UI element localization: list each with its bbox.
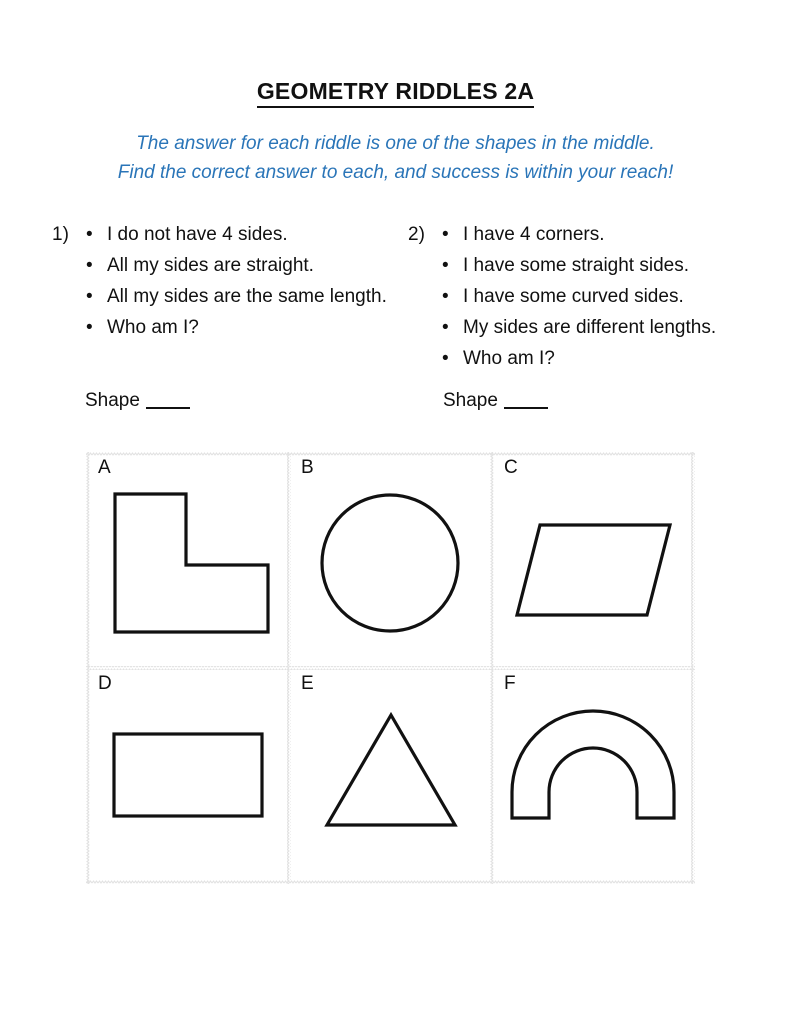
riddle-1-clue-text: All my sides are straight. [107, 255, 314, 276]
riddle-1-clue-text: I do not have 4 sides. [107, 224, 288, 245]
bullet-icon: • [442, 255, 449, 276]
page-title-container [0, 78, 791, 108]
bullet-icon: • [442, 348, 449, 369]
bullet-icon: • [442, 224, 449, 245]
riddle-2-answer-input[interactable] [504, 407, 548, 409]
riddle-1-clue-text: All my sides are the same length. [107, 286, 387, 307]
riddle-1-clue-text: Who am I? [107, 317, 199, 338]
shape-grid [86, 452, 695, 884]
riddle-1-clue [82, 219, 402, 250]
bullet-icon: • [86, 255, 93, 276]
riddle-2-clue-text: My sides are different lengths. [463, 317, 717, 338]
riddle-2-clue [438, 281, 768, 312]
riddle-2-clue [438, 219, 768, 250]
riddle-2-clue-text: I have some curved sides. [463, 286, 684, 307]
riddle-1-number: 1) [52, 224, 69, 245]
riddle-1-answer-label: Shape [85, 390, 140, 411]
riddle-2-answer-label: Shape [443, 390, 498, 411]
riddle-1-answer-input[interactable] [146, 407, 190, 409]
riddle-1-clue [82, 281, 402, 312]
riddle-2-answer-row [443, 390, 548, 412]
bullet-icon: • [86, 286, 93, 307]
rectangle-icon [86, 668, 289, 884]
bullet-icon: • [86, 317, 93, 338]
shape-cell-e[interactable] [289, 668, 492, 884]
shape-cell-a[interactable] [86, 452, 289, 668]
riddle-2 [408, 219, 768, 374]
shape-cell-b[interactable] [289, 452, 492, 668]
riddle-2-clue-text: Who am I? [463, 348, 555, 369]
riddle-1-clue-list [82, 219, 402, 343]
riddle-2-clue-text: I have 4 corners. [463, 224, 605, 245]
equilateral-triangle-icon [289, 668, 492, 884]
shape-cell-c[interactable] [492, 452, 695, 668]
bullet-icon: • [86, 224, 93, 245]
riddle-2-clue-text: I have some straight sides. [463, 255, 689, 276]
riddle-1-clue [82, 312, 402, 343]
shape-label-a: A [98, 457, 111, 478]
riddle-1-clue [82, 250, 402, 281]
parallelogram-icon [492, 452, 695, 668]
shape-label-d: D [98, 673, 112, 694]
circle-icon [289, 452, 492, 668]
l-shape-hexagon-icon [86, 452, 289, 668]
shape-cell-d[interactable] [86, 668, 289, 884]
bullet-icon: • [442, 317, 449, 338]
riddle-2-clue [438, 250, 768, 281]
semi-annulus-arch-icon [492, 668, 695, 884]
shape-label-f: F [504, 673, 516, 694]
instructions-line-2: Find the correct answer to each, and success is within your reach! [117, 161, 674, 183]
page-title: GEOMETRY RIDDLES 2A [257, 78, 534, 108]
shape-label-b: B [301, 457, 314, 478]
riddle-1 [52, 219, 402, 343]
riddle-2-clue-list [438, 219, 768, 374]
riddle-1-answer-row [85, 390, 190, 412]
instructions-line-1: The answer for each riddle is one of the shapes in the middle. [136, 133, 655, 154]
instructions-container [0, 130, 791, 188]
riddle-2-clue [438, 343, 768, 374]
shape-label-c: C [504, 457, 518, 478]
riddle-2-clue [438, 312, 768, 343]
riddle-2-number: 2) [408, 224, 425, 245]
bullet-icon: • [442, 286, 449, 307]
shape-cell-f[interactable] [492, 668, 695, 884]
shape-label-e: E [301, 673, 314, 694]
